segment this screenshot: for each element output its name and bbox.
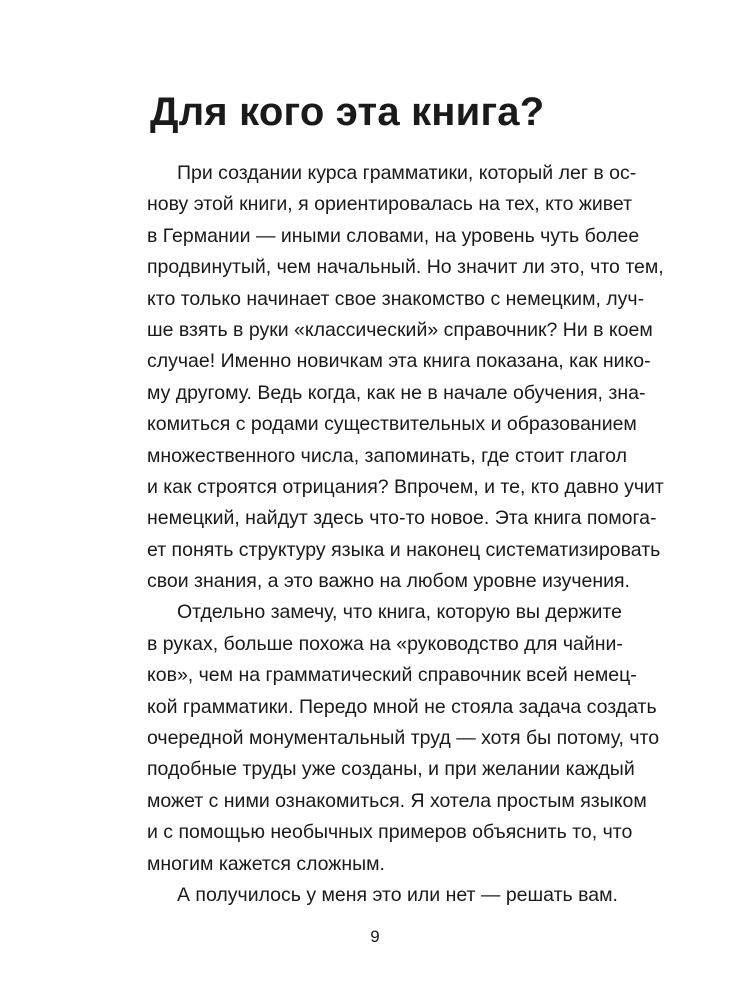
text-line: комиться с родами существительных и образованием	[147, 413, 637, 436]
text-line: При создании курса грамматики, который лег в ос-	[177, 162, 637, 184]
text-line: может с ними ознакомиться. Я хотела простым языком	[147, 789, 647, 812]
text-line: очередной монументальный труд — хотя бы потому, что	[147, 727, 660, 750]
text-line: многим кажется сложным.	[147, 852, 385, 875]
text-line: подобные труды уже созданы, и при желании каждый	[147, 758, 635, 781]
text-line: ков», чем на грамматический справочник всей немец-	[147, 664, 637, 687]
text-line: кто только начинает свое знакомство с немецким, луч-	[147, 287, 645, 310]
text-line: свои знания, а это важно на любом уровне изучения.	[147, 570, 630, 593]
text-line: му другому. Ведь когда, как не в начале обучения, зна-	[147, 381, 646, 404]
text-line: в руках, больше похожа на «руководство для чайни-	[147, 632, 623, 655]
body-text	[147, 158, 664, 911]
text-line: ет понять структуру языка и наконец систематизировать	[147, 538, 661, 561]
text-line: в Германии — иными словами, на уровень чуть более	[147, 224, 640, 247]
text-line: и как строятся отрицания? Впрочем, и те, кто давно учит	[147, 475, 664, 498]
text-line: продвинутый, чем начальный. Но значит ли это, что тем,	[147, 256, 664, 279]
page-number: 9	[370, 927, 380, 946]
text-line: кой грамматики. Передо мной не стояла задача создать	[147, 695, 657, 718]
page-title: Для кого эта книга?	[150, 90, 545, 134]
text-line: немецкий, найдут здесь что-то новое. Эта книга помога-	[147, 507, 657, 530]
text-line: ше взять в руки «классический» справочник? Ни в коем	[147, 318, 653, 341]
text-line: А получилось у меня это или нет — решать вам.	[177, 883, 618, 906]
text-line: множественного числа, запоминать, где стоит глагол	[147, 444, 627, 467]
text-line: Отдельно замечу, что книга, которую вы держите	[177, 601, 622, 624]
text-line: нову этой книги, я ориентировалась на тех, кто живет	[147, 193, 633, 216]
text-line: и с помощью необычных примеров объяснить то, что	[147, 821, 633, 844]
text-line: случае! Именно новичкам эта книга показана, как нико-	[147, 350, 651, 373]
